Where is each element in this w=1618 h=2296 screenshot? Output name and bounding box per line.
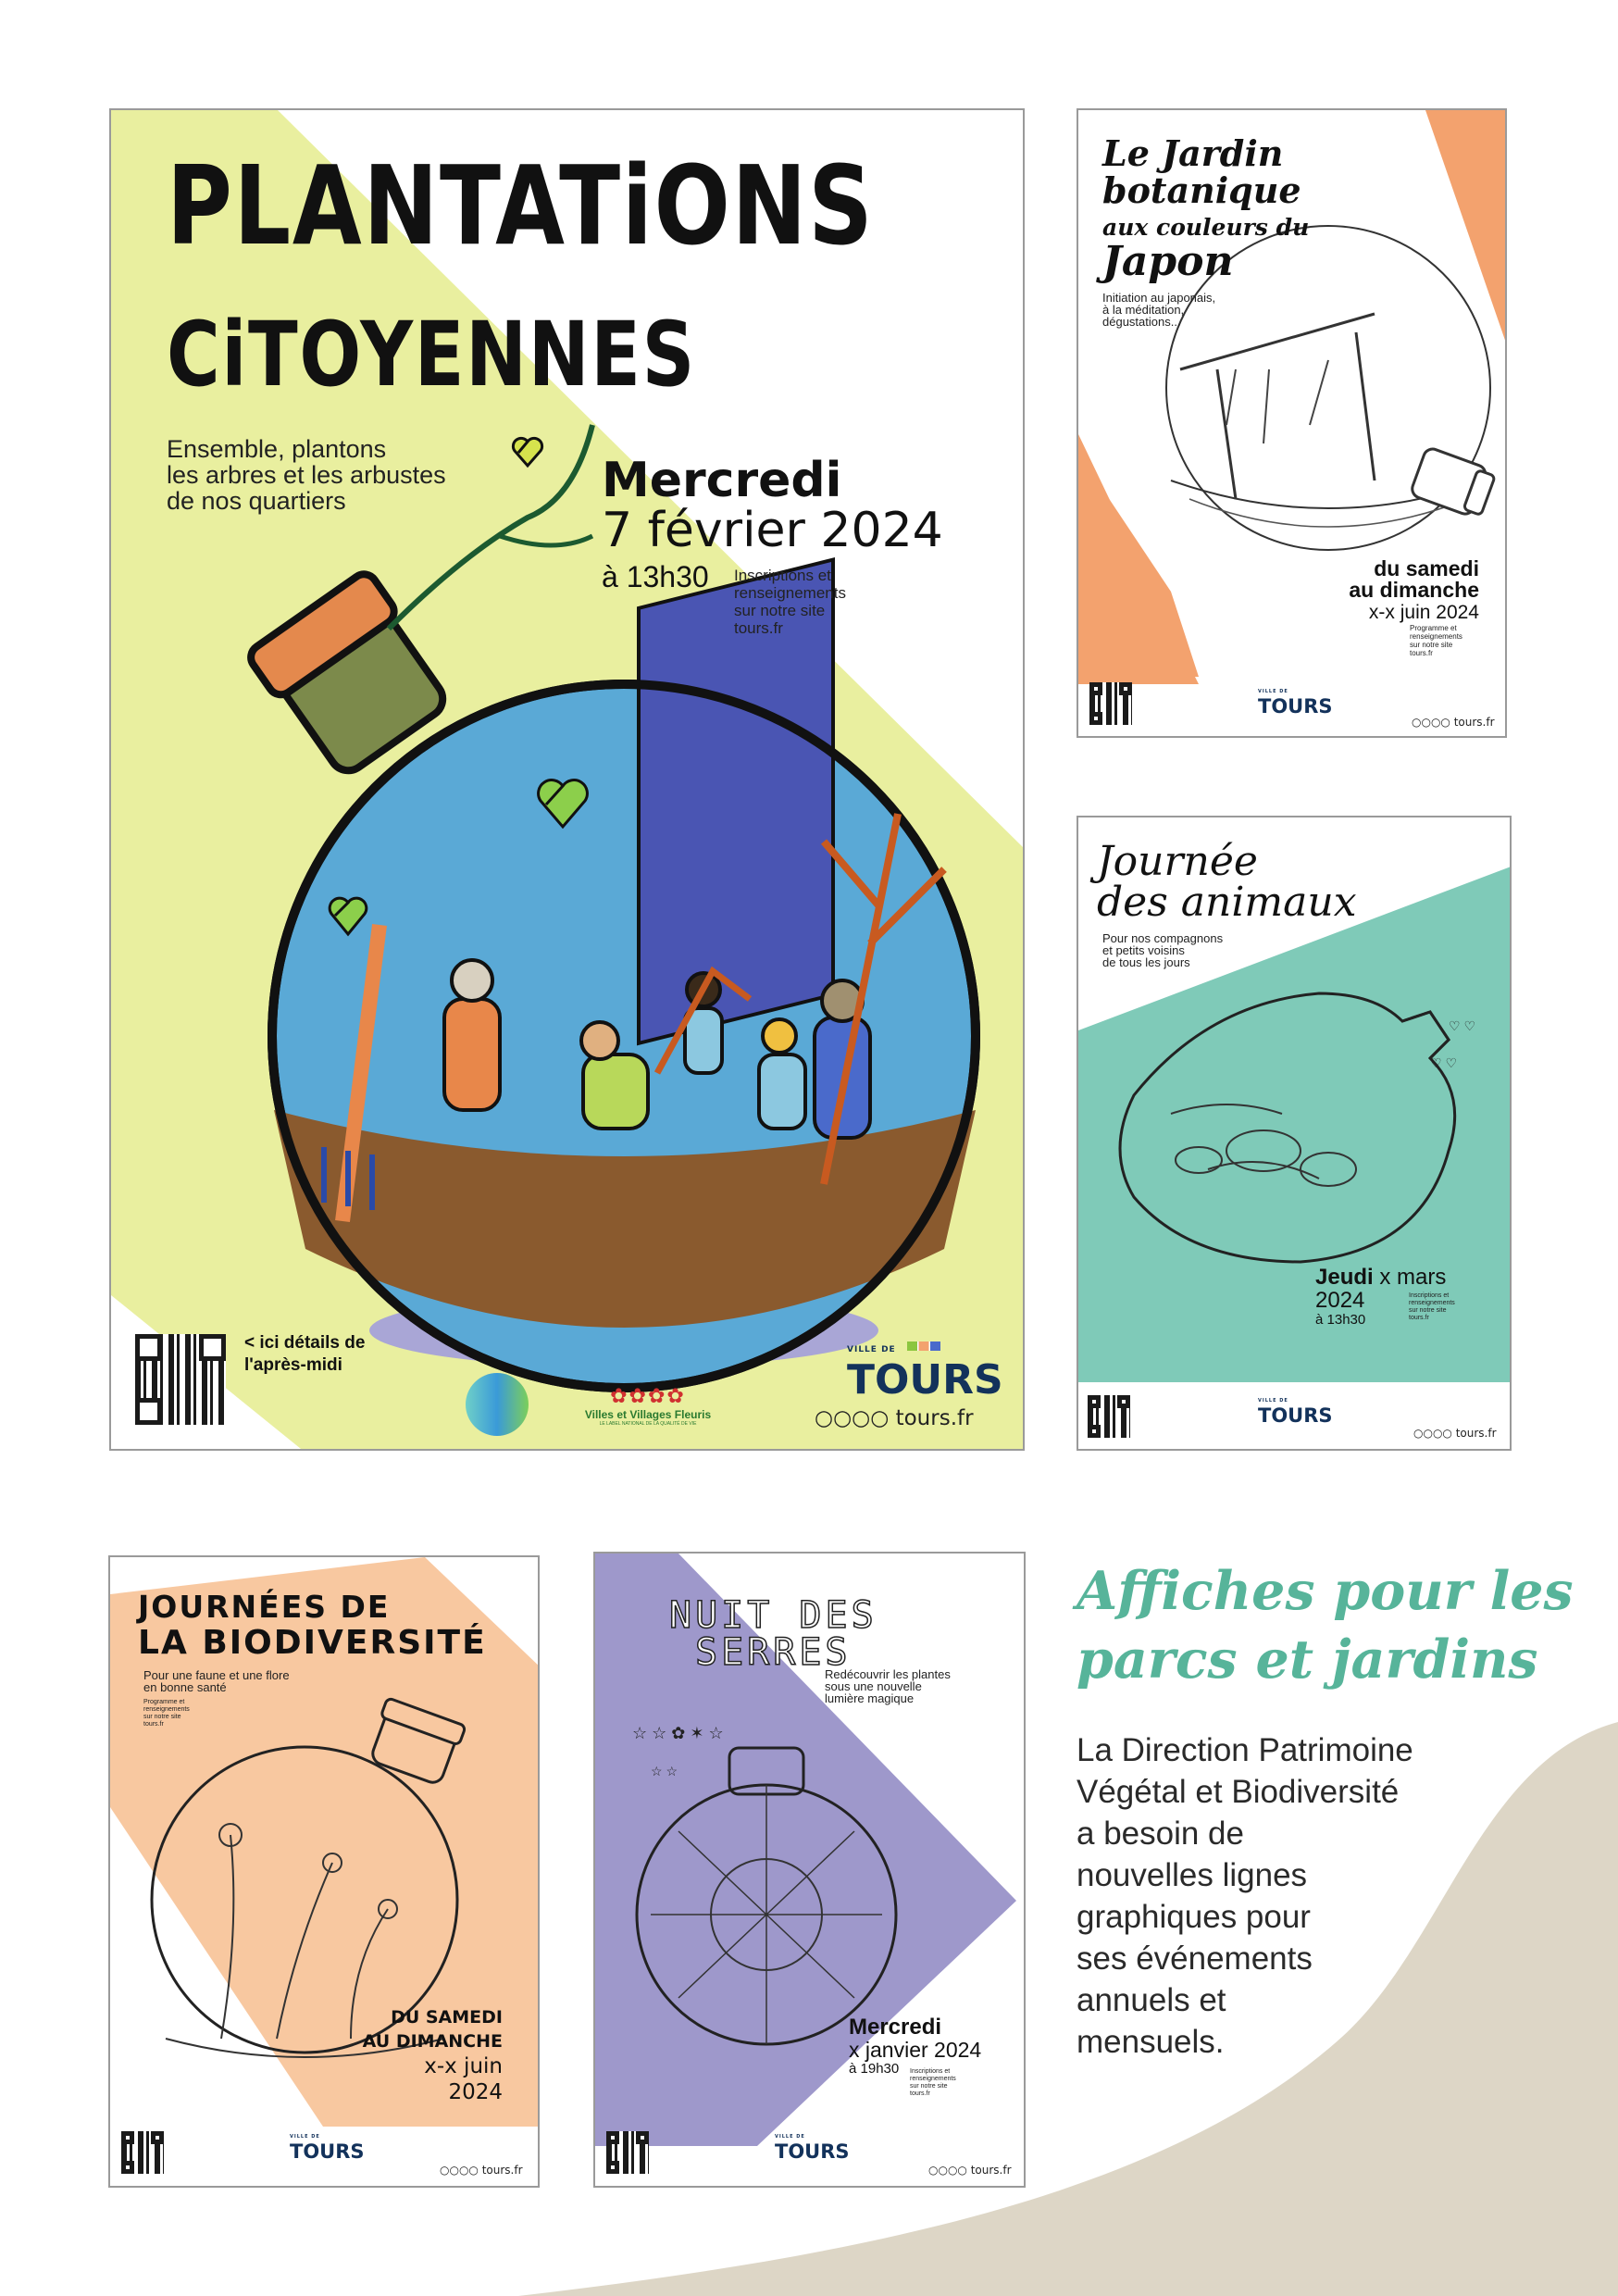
- poster-subtitle: [167, 436, 446, 514]
- site-footer: [1413, 1427, 1497, 1440]
- biodiv-subtitle: [143, 1669, 290, 1693]
- qr-note-line: < ici détails de: [244, 1333, 366, 1353]
- body-line: La Direction Patrimoine: [1077, 1732, 1413, 1768]
- ville-de-label: VILLE DE: [290, 2134, 320, 2140]
- qr-code[interactable]: [135, 1334, 226, 1425]
- animaux-title-line2: des animaux: [1097, 879, 1357, 926]
- poster-info: [734, 567, 846, 637]
- jardin-title-line4: Japon: [1102, 238, 1234, 285]
- ville-de-label: VILLE DE: [1258, 1398, 1288, 1404]
- subtitle-line: et petits voisins: [1102, 943, 1185, 957]
- social-icons[interactable]: ○○○○: [1413, 1427, 1452, 1440]
- date-line: 2024: [448, 2080, 503, 2104]
- info-line: renseignements: [910, 2076, 956, 2082]
- poster-journee-animaux: [1077, 816, 1512, 1451]
- jardin-date: [1349, 558, 1479, 624]
- year: 2024: [1315, 1288, 1365, 1313]
- site-footer: [1412, 716, 1495, 729]
- date-line: au dimanche: [1349, 578, 1479, 602]
- tours-color-mark: [907, 1341, 940, 1351]
- site-url[interactable]: tours.fr: [895, 1406, 974, 1430]
- subtitle-line: dégustations...: [1102, 315, 1181, 329]
- biodiv-title-line1: JOURNÉES DE: [138, 1589, 391, 1625]
- subtitle-line: Initiation au japonais,: [1102, 291, 1216, 305]
- info-line: renseignements: [1410, 632, 1462, 641]
- info-line: sur notre site: [910, 2083, 948, 2090]
- tours-logo: TOURS: [1258, 1404, 1333, 1427]
- subtitle-line: à la méditation,: [1102, 303, 1185, 317]
- tours-logo: TOURS: [1258, 695, 1333, 718]
- jardin-info: [1410, 624, 1462, 657]
- subtitle-line: lumière magique: [825, 1691, 915, 1705]
- poster-nuit-des-serres: [593, 1552, 1026, 2188]
- info-line: renseignements: [1409, 1300, 1455, 1306]
- villes-fleuris-sublabel: LE LABEL NATIONAL DE LA QUALITÉ DE VIE: [599, 1421, 697, 1427]
- tours-logo: TOURS: [847, 1356, 1003, 1404]
- info-line: sur notre site: [1410, 641, 1453, 649]
- info-line: sur notre site: [1409, 1307, 1447, 1314]
- time: à 19h30: [849, 2061, 900, 2077]
- subtitle-line: les arbres et les arbustes: [167, 461, 446, 489]
- site-url[interactable]: tours.fr: [481, 2164, 523, 2177]
- info-line: Programme et: [143, 1699, 185, 1705]
- heading-line: Affiches pour les: [1077, 1560, 1574, 1622]
- day: Mercredi: [849, 2015, 942, 2040]
- jardin-title-line3: aux couleurs du: [1102, 214, 1310, 241]
- animaux-title-line1: Journée: [1097, 838, 1258, 885]
- day: Jeudi: [1315, 1265, 1374, 1290]
- subtitle-line: Pour une faune et une flore: [143, 1668, 290, 1682]
- info-line: sur notre site: [734, 602, 826, 619]
- flowers-icon: ✿✿✿✿: [610, 1384, 686, 1407]
- jardin-title-line1: Le Jardin: [1102, 132, 1284, 174]
- poster-title-line1: PLANTATiONS: [167, 142, 875, 269]
- qr-note-line: l'après-midi: [244, 1355, 342, 1375]
- qr-code[interactable]: [1088, 1395, 1130, 1438]
- date-line: DU SAMEDI: [391, 2007, 503, 2028]
- date-line: x-x juin: [424, 2054, 503, 2078]
- social-icons[interactable]: ○○○○: [928, 2164, 967, 2177]
- qr-note: [244, 1332, 365, 1377]
- serres-title-line1: NUIT DES: [669, 1594, 877, 1637]
- info-line: tours.fr: [143, 1721, 164, 1728]
- body-line: nouvelles lignes: [1077, 1857, 1308, 1893]
- info-line: Inscriptions et: [734, 567, 831, 584]
- info-line: Inscriptions et: [1409, 1292, 1450, 1299]
- svg-text:♡ ♡: ♡ ♡: [1449, 1018, 1475, 1033]
- info-line: tours.fr: [734, 619, 783, 637]
- poster-day: Mercredi: [602, 453, 842, 508]
- subtitle-line: Pour nos compagnons: [1102, 931, 1224, 945]
- svg-text:☆ ☆ ✿ ✶ ☆: ☆ ☆ ✿ ✶ ☆: [632, 1724, 724, 1742]
- biodiv-date: [363, 2005, 503, 2105]
- qr-code[interactable]: [606, 2131, 649, 2174]
- site-footer: [928, 2164, 1012, 2177]
- poster-jardin-botanique: [1077, 108, 1507, 738]
- info-line: tours.fr: [1410, 649, 1433, 657]
- social-icons[interactable]: ○○○○: [1412, 716, 1450, 729]
- info-line: tours.fr: [1409, 1315, 1429, 1321]
- qr-code[interactable]: [121, 2131, 164, 2174]
- subtitle-line: Ensemble, plantons: [167, 435, 387, 463]
- subtitle-line: de tous les jours: [1102, 955, 1190, 969]
- info-line: sur notre site: [143, 1714, 181, 1720]
- biodiv-info: [143, 1699, 190, 1728]
- poster-time: à 13h30: [602, 560, 709, 593]
- tours-logo: TOURS: [290, 2140, 365, 2163]
- tours-logo: TOURS: [775, 2140, 850, 2163]
- body-line: a besoin de: [1077, 1816, 1244, 1852]
- villes-fleuris-label: Villes et Villages Fleuris: [584, 1408, 712, 1421]
- info-line: renseignements: [143, 1706, 190, 1713]
- jardin-subtitle: [1102, 292, 1215, 328]
- jardin-title-line2: botanique: [1102, 169, 1301, 211]
- poster-biodiversite: [108, 1555, 540, 2188]
- animaux-info: [1409, 1292, 1455, 1322]
- poster-title-line2: CiTOYENNES: [167, 303, 696, 406]
- animaux-subtitle: [1102, 932, 1223, 968]
- info-line: renseignements: [734, 584, 846, 602]
- site-url[interactable]: tours.fr: [1455, 1427, 1497, 1440]
- serres-title-line2: SERRES: [695, 1631, 852, 1674]
- biodiv-title-line2: LA BIODIVERSITÉ: [138, 1624, 487, 1662]
- date-line: du samedi: [1374, 556, 1479, 580]
- subtitle-line: sous une nouvelle: [825, 1679, 922, 1693]
- social-icons[interactable]: ○○○○: [440, 2164, 479, 2177]
- site-url[interactable]: tours.fr: [970, 2164, 1012, 2177]
- heading-line: parcs et jardins: [1077, 1628, 1538, 1691]
- ville-de-label: VILLE DE: [775, 2134, 805, 2140]
- date-line: AU DIMANCHE: [362, 2031, 503, 2052]
- time: à 13h30: [1315, 1312, 1366, 1328]
- date-line: x-x juin 2024: [1368, 602, 1479, 623]
- svg-text:♡ ♡: ♡ ♡: [1430, 1055, 1457, 1070]
- site-url[interactable]: tours.fr: [1453, 716, 1495, 729]
- body-line: Végétal et Biodiversité: [1077, 1774, 1400, 1810]
- social-icons[interactable]: ○○○○: [815, 1406, 890, 1430]
- body-line: ses événements: [1077, 1940, 1313, 1977]
- date: x mars: [1379, 1265, 1447, 1290]
- serres-info: [910, 2068, 956, 2098]
- serres-subtitle: [825, 1668, 951, 1704]
- site-footer: [815, 1406, 974, 1430]
- body-line: annuels et: [1077, 1982, 1226, 2018]
- svg-text:☆ ☆: ☆ ☆: [651, 1764, 678, 1778]
- body-line: graphiques pour: [1077, 1899, 1311, 1935]
- partner-logo-circle: [466, 1373, 529, 1436]
- poster-date: 7 février 2024: [602, 503, 943, 558]
- subtitle-line: en bonne santé: [143, 1680, 227, 1694]
- info-line: tours.fr: [910, 2090, 930, 2097]
- section-body: [1077, 1729, 1413, 2063]
- section-heading: [1077, 1557, 1574, 1694]
- info-line: Inscriptions et: [910, 2068, 951, 2075]
- villes-fleuris-logo: [572, 1384, 724, 1427]
- ville-de-label: VILLE DE: [1258, 689, 1288, 694]
- qr-code[interactable]: [1089, 682, 1132, 725]
- date: x janvier 2024: [849, 2038, 982, 2062]
- info-line: Programme et: [1410, 624, 1457, 632]
- body-line: mensuels.: [1077, 2024, 1225, 2060]
- ville-de-label: VILLE DE: [847, 1345, 896, 1354]
- poster-plantations-citoyennes: [109, 108, 1025, 1451]
- subtitle-line: de nos quartiers: [167, 487, 346, 515]
- site-footer: [440, 2164, 523, 2177]
- subtitle-line: Redécouvrir les plantes: [825, 1667, 951, 1681]
